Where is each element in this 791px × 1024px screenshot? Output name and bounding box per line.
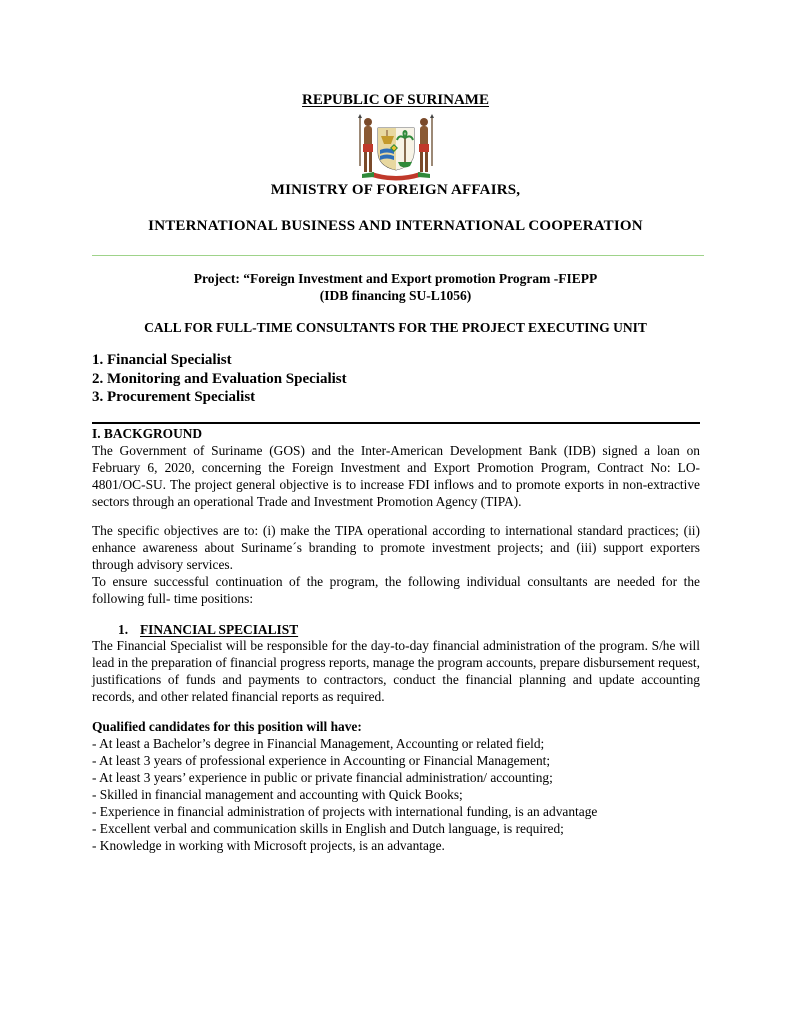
financial-specialist-number: 1.	[118, 622, 129, 637]
project-title	[0, 270, 791, 304]
background-paragraph-3: To ensure successful continuation of the program, the following individual consultants are needed for the following full- time positions:	[92, 574, 700, 606]
requirement-item: - At least a Bachelor’s degree in Financial Management, Accounting or related field;	[92, 736, 545, 751]
right-supporter	[419, 114, 434, 172]
position-item: 2. Monitoring and Evaluation Specialist	[92, 370, 347, 387]
background-section	[92, 425, 700, 510]
left-supporter	[358, 114, 373, 172]
financial-specialist-heading	[118, 622, 298, 638]
background-section-2	[92, 522, 700, 607]
financial-specialist-description: The Financial Specialist will be responsible for the day-to-day financial administration of the program. S/he will lead in the preparation of financial progress reports, manage the program accounts, prepare disbursement request, justifications of funds and payments to contractors, conduct the financial planning and update accounting records, and other related financial reports as required.	[92, 638, 700, 704]
requirement-item: - Experience in financial administration of projects with international funding, is an advantage	[92, 804, 598, 819]
requirement-item: - Excellent verbal and communication skills in English and Dutch language, is required;	[92, 821, 564, 836]
project-title-line1: Project: “Foreign Investment and Export promotion Program -FIEPP	[193, 271, 598, 286]
shield	[378, 128, 414, 170]
call-title: CALL FOR FULL-TIME CONSULTANTS FOR THE PROJECT EXECUTING UNIT	[144, 320, 647, 335]
background-heading: I. BACKGROUND	[92, 426, 203, 441]
requirement-item: - Knowledge in working with Microsoft projects, is an advantage.	[92, 838, 445, 853]
ribbon	[372, 172, 420, 181]
qualifications-heading: Qualified candidates for this position will have:	[92, 719, 362, 734]
position-item: 1. Financial Specialist	[92, 352, 232, 368]
position-item: 3. Procurement Specialist	[92, 389, 256, 405]
positions-list	[92, 351, 347, 407]
background-paragraph-2: The specific objectives are to: (i) make the TIPA operational according to international standard practices; (ii) enhance awareness about Suriname´s branding to promote investment projects; and (iii) support exporters through advisory services.	[92, 523, 700, 572]
project-title-line2: (IDB financing SU-L1056)	[319, 288, 472, 303]
ministry-title-line2: INTERNATIONAL BUSINESS AND INTERNATIONAL COOPERATION	[148, 218, 643, 234]
financial-specialist-title: FINANCIAL SPECIALIST	[140, 622, 299, 637]
header-divider	[92, 255, 704, 256]
qualifications-section	[92, 718, 700, 854]
country-title: REPUBLIC OF SURINAME	[302, 92, 489, 108]
requirement-item: - Skilled in financial management and accounting with Quick Books;	[92, 787, 463, 802]
requirements-list	[92, 735, 700, 854]
coat-of-arms-icon	[354, 114, 438, 182]
ministry-title-line1: MINISTRY OF FOREIGN AFFAIRS,	[270, 182, 521, 198]
requirement-item: - At least 3 years of professional experience in Accounting or Financial Management;	[92, 753, 551, 768]
background-paragraph-1: The Government of Suriname (GOS) and the Inter-American Development Bank (IDB) signed a loan on February 6, 2020, concerning the Foreign Investment and Export Promotion Program, Contract No: LO-4801/OC-SU. The project general objective is to increase FDI inflows and to promote exports in non-extractive sectors through an operational Trade and Investment Promotion Agency (TIPA).	[92, 443, 700, 509]
section-divider	[92, 422, 700, 424]
requirement-item: - At least 3 years’ experience in public or private financial administration/ accounting;	[92, 770, 553, 785]
